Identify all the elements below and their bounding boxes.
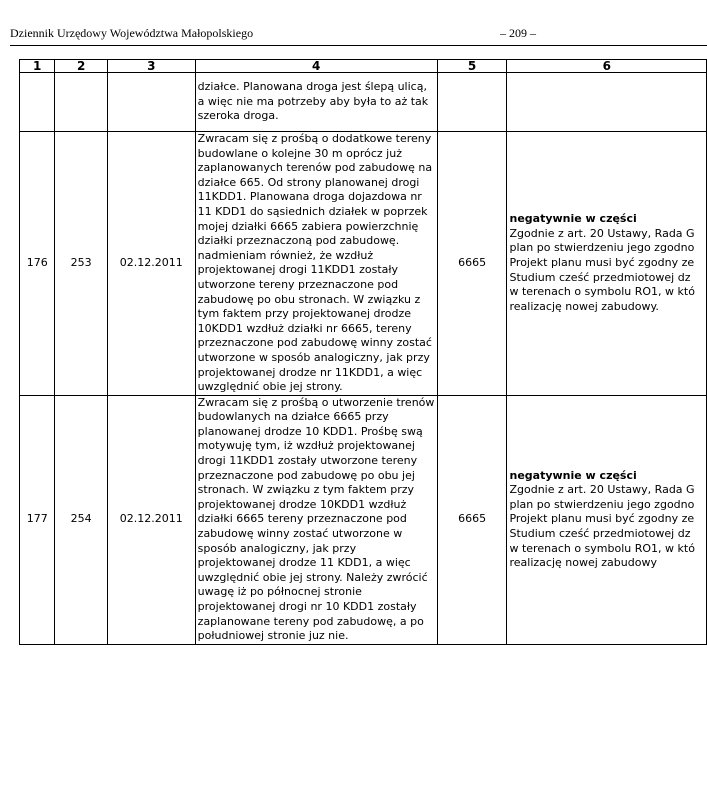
cell-resolution <box>507 132 707 396</box>
cell-parcel: 6665 <box>437 132 507 396</box>
column-header: 1 <box>20 60 55 73</box>
resolution-line: Studium cześć przedmiotowej dz <box>509 527 691 541</box>
cell-empty <box>20 73 55 132</box>
resolution-line: realizację nowej zabudowy <box>509 556 657 570</box>
cell-parcel: 6665 <box>437 395 507 644</box>
verdict-label: negatywnie w części <box>509 212 637 226</box>
submissions-table <box>19 59 707 645</box>
resolution-line: realizację nowej zabudowy. <box>509 299 659 313</box>
resolution-line: Zgodnie z art. 20 Ustawy, Rada G <box>509 226 695 240</box>
cell-empty <box>55 73 107 132</box>
cell-empty <box>507 73 707 132</box>
cell-date: 02.12.2011 <box>107 395 195 644</box>
cell-number: 177 <box>20 395 55 644</box>
column-header: 3 <box>107 60 195 73</box>
resolution-line: Projekt planu musi być zgodny ze <box>509 512 695 526</box>
cell-submission-text: Zwracam się z prośbą o dodatkowe tereny budowlane o kolejne 30 m oprócz już zaplanowanych terenów pod zabudowę na działce 665. Od strony planowanej drogi 11KDD1. Planowana droga dojazdowa nr 11 KDD1 do sąsiednich działek w poprzek mojej działki 6665 zabiera powierzchnię działki przeznaczoną pod zabudowę. nadmieniam również, że wzdłuż projektowanej drogi 11KDD1 zostały utworzone tereny przeznaczone pod zabudowę po obu stronach. W związku z tym faktem przy projektowanej drodze 10KDD1 wzdłuż działki nr 6665, tereny przeznaczone pod zabudowę winny zostać utworzone w sposób analogiczny, jak przy projektowanej drodze nr 11KDD1, a więc uwzględnić obie jej strony. <box>195 132 437 396</box>
cell-empty <box>107 73 195 132</box>
cell-resolution <box>507 395 707 644</box>
cell-submission-text: działce. Planowana droga jest ślepą ulicą, a więc nie ma potrzeby aby była to aż tak szeroka droga. <box>195 73 437 132</box>
resolution-line: Studium cześć przedmiotowej dz <box>509 270 691 284</box>
column-header: 6 <box>507 60 707 73</box>
table-row-continuation <box>20 73 707 132</box>
header-divider <box>10 45 707 46</box>
resolution-line: Projekt planu musi być zgodny ze <box>509 256 695 270</box>
cell-submission-text: Zwracam się z prośbą o utworzenie trenów budowlanych na działce 6665 przy planowanej drodze 10 KDD1. Prośbę swą motywuję tym, iż wzdłuż projektowanej drogi 11KDD1 zostały utworzone tereny przeznaczone pod zabudowę po obu jej stronach. W związku z tym faktem przy projektowanej drodze 10KDD1 wzdłuż działki 6665 tereny przeznaczone pod zabudowę winny zostać utworzone w sposób analogiczny, jak przy projektowanej drodze 11 KDD1, a więc uwzględnić obie jej strony. Należy zwrócić uwagę iż po północnej stronie projektowanej drogi nr 10 KDD1 zostały zaplanowane tereny pod zabudowę, a po południowej stronie juz nie. <box>195 395 437 644</box>
table-row <box>20 132 707 396</box>
cell-reference: 253 <box>55 132 107 396</box>
column-header: 4 <box>195 60 437 73</box>
page-number: – 209 – <box>500 26 536 40</box>
resolution-line: plan po stwierdzeniu jego zgodno <box>509 497 695 511</box>
cell-number: 176 <box>20 132 55 396</box>
page-header <box>10 26 707 42</box>
resolution-line: w terenach o symbolu RO1, w któ <box>509 285 695 299</box>
table-row <box>20 395 707 644</box>
verdict-label: negatywnie w części <box>509 468 637 482</box>
column-header: 5 <box>437 60 507 73</box>
resolution-line: plan po stwierdzeniu jego zgodno <box>509 241 695 255</box>
cell-date: 02.12.2011 <box>107 132 195 396</box>
table-header-row <box>20 60 707 73</box>
journal-title: Dziennik Urzędowy Województwa Małopolskiego <box>10 26 254 40</box>
cell-empty <box>437 73 507 132</box>
cell-reference: 254 <box>55 395 107 644</box>
resolution-line: w terenach o symbolu RO1, w któ <box>509 541 695 555</box>
resolution-line: Zgodnie z art. 20 Ustawy, Rada G <box>509 483 695 497</box>
column-header: 2 <box>55 60 107 73</box>
